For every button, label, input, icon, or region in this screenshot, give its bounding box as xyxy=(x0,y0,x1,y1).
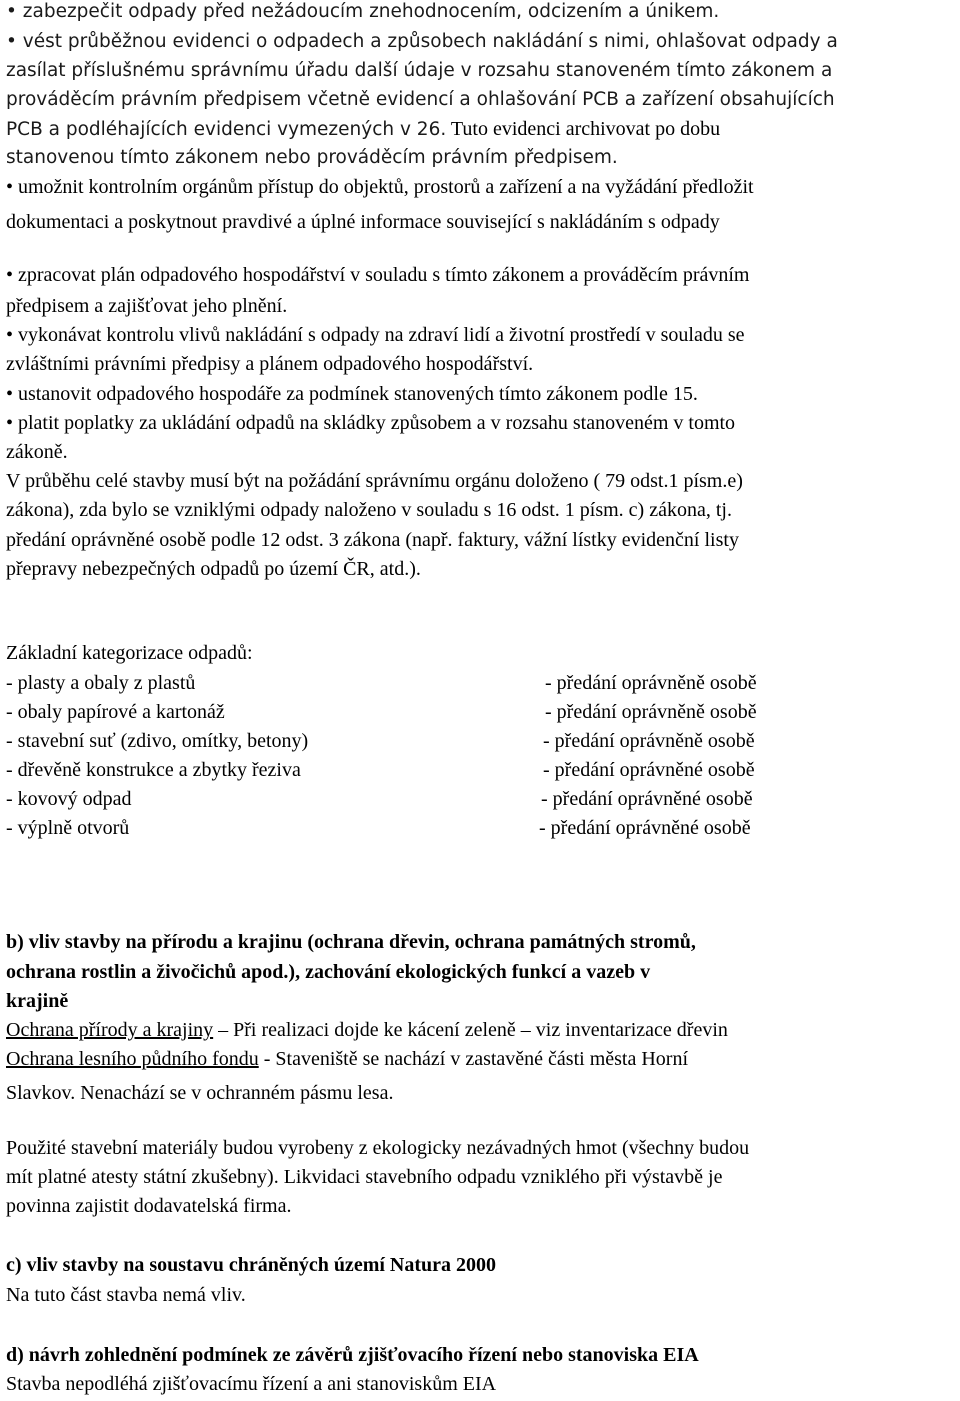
categories-heading: Základní kategorizace odpadů: xyxy=(6,642,253,664)
bullet-plan-line-2: předpisem a zajišťovat jeho plnění. xyxy=(6,295,288,317)
category-item: - plasty a obaly z plastů xyxy=(6,672,196,694)
nature-protection-text: – Při realizaci dojde ke kácení zeleně – viz inventarizace dřevin xyxy=(213,1019,728,1041)
category-action: - předání oprávněné osobě xyxy=(539,817,751,839)
section-c-heading: c) vliv stavby na soustavu chráněných území Natura 2000 xyxy=(6,1254,497,1276)
category-item: - kovový odpad xyxy=(6,788,132,810)
bullet-waste-protection: • zabezpečit odpady před nežádoucím znehodnocením, odcizením a únikem. xyxy=(6,1,720,22)
bullet-records-line-4-a: PCB a podléhajících evidenci vymezených v 26. xyxy=(6,119,447,140)
bullet-records-line-4 xyxy=(6,117,720,142)
materials-line-2: mít platné atesty státní zkušebny). Likvidaci stavebního odpadu vzniklého při výstavbě je xyxy=(6,1166,723,1188)
para-proof-line-1: V průběhu celé stavby musí být na požádání správnímu orgánu doloženo ( 79 odst.1 písm.e) xyxy=(6,470,743,492)
bullet-control-line-2: zvláštními právními předpisy a plánem odpadového hospodářství. xyxy=(6,353,534,375)
section-d-heading: d) návrh zohlednění podmínek ze závěrů zjišťovacího řízení nebo stanoviska EIA xyxy=(6,1344,699,1366)
forest-land-label: Ochrana lesního půdního fondu xyxy=(6,1048,259,1070)
section-b-heading-line-2: ochrana rostlin a živočichů apod.), zachování ekologických funkcí a vazeb v xyxy=(6,961,651,983)
category-item: - obaly papírové a kartonáž xyxy=(6,701,225,723)
category-item: - stavební suť (zdivo, omítky, betony) xyxy=(6,730,309,752)
para-proof-line-4: přepravy nebezpečných odpadů po území ČR, atd.). xyxy=(6,558,421,580)
bullet-manager: • ustanovit odpadového hospodáře za podmínek stanovených tímto zákonem podle 15. xyxy=(6,383,698,405)
forest-land-line xyxy=(6,1047,688,1071)
category-action: - předání oprávněně osobě xyxy=(543,730,755,752)
nature-protection-label: Ochrana přírody a krajiny xyxy=(6,1019,214,1041)
category-action: - předání oprávněně osobě xyxy=(545,672,757,694)
bullet-records-line-2: zasílat příslušnému správnímu úřadu další údaje v rozsahu stanoveném tímto zákonem a xyxy=(6,60,833,81)
para-proof-line-3: předání oprávněné osobě podle 12 odst. 3 zákona (např. faktury, vážní lístky evidenční listy xyxy=(6,529,739,551)
forest-land-text: - Staveniště se nachází v zastavěné části města Horní xyxy=(258,1048,689,1070)
section-b-heading-line-1: b) vliv stavby na přírodu a krajinu (ochrana dřevin, ochrana památných stromů, xyxy=(6,931,696,953)
category-action: - předání oprávněné osobě xyxy=(541,788,753,810)
nature-protection-line xyxy=(6,1018,728,1042)
materials-line-3: povinna zajistit dodavatelská firma. xyxy=(6,1195,292,1217)
bullet-fees-line-1: • platit poplatky za ukládání odpadů na skládky způsobem a v rozsahu stanoveném v tomto xyxy=(6,412,736,434)
bullet-control-line-1: • vykonávat kontrolu vlivů nakládání s odpady na zdraví lidí a životní prostředí v souladu se xyxy=(6,324,745,346)
forest-land-line-2: Slavkov. Nenachází se v ochranném pásmu lesa. xyxy=(6,1082,394,1104)
bullet-plan-line-1: • zpracovat plán odpadového hospodářství v souladu s tímto zákonem a prováděcím právním xyxy=(6,264,750,286)
bullet-records-line-5: stanovenou tímto zákonem nebo prováděcím právním předpisem. xyxy=(6,147,618,168)
bullet-access-line-2: dokumentaci a poskytnout pravdivé a úplné informace související s nakládáním s odpady xyxy=(6,211,720,233)
bullet-records-line-1: • vést průběžnou evidenci o odpadech a způsobech nakládání s nimi, ohlašovat odpady a xyxy=(6,31,838,52)
bullet-fees-line-2: zákoně. xyxy=(6,441,68,463)
section-c-text: Na tuto část stavba nemá vliv. xyxy=(6,1284,246,1306)
bullet-access-line-1: • umožnit kontrolním orgánům přístup do objektů, prostorů a zařízení a na vyžádání předložit xyxy=(6,176,754,198)
para-proof-line-2: zákona), zda bylo se vzniklými odpady naloženo v souladu s 16 odst. 1 písm. c) zákona, tj. xyxy=(6,499,732,521)
category-item: - výplně otvorů xyxy=(6,817,130,839)
section-b-heading-line-3: krajině xyxy=(6,990,69,1012)
category-item: - dřevěně konstrukce a zbytky řeziva xyxy=(6,759,301,781)
category-action: - předání oprávněné osobě xyxy=(543,759,755,781)
section-d-text: Stavba nepodléhá zjišťovacímu řízení a ani stanoviskům EIA xyxy=(6,1373,497,1395)
bullet-records-line-4-b: Tuto evidenci archivovat po dobu xyxy=(446,118,721,140)
bullet-records-line-3: prováděcím právním předpisem včetně evidencí a ohlašování PCB a zařízení obsahujících xyxy=(6,89,835,110)
category-action: - předání oprávněně osobě xyxy=(545,701,757,723)
materials-line-1: Použité stavební materiály budou vyrobeny z ekologicky nezávadných hmot (všechny budou xyxy=(6,1137,750,1159)
